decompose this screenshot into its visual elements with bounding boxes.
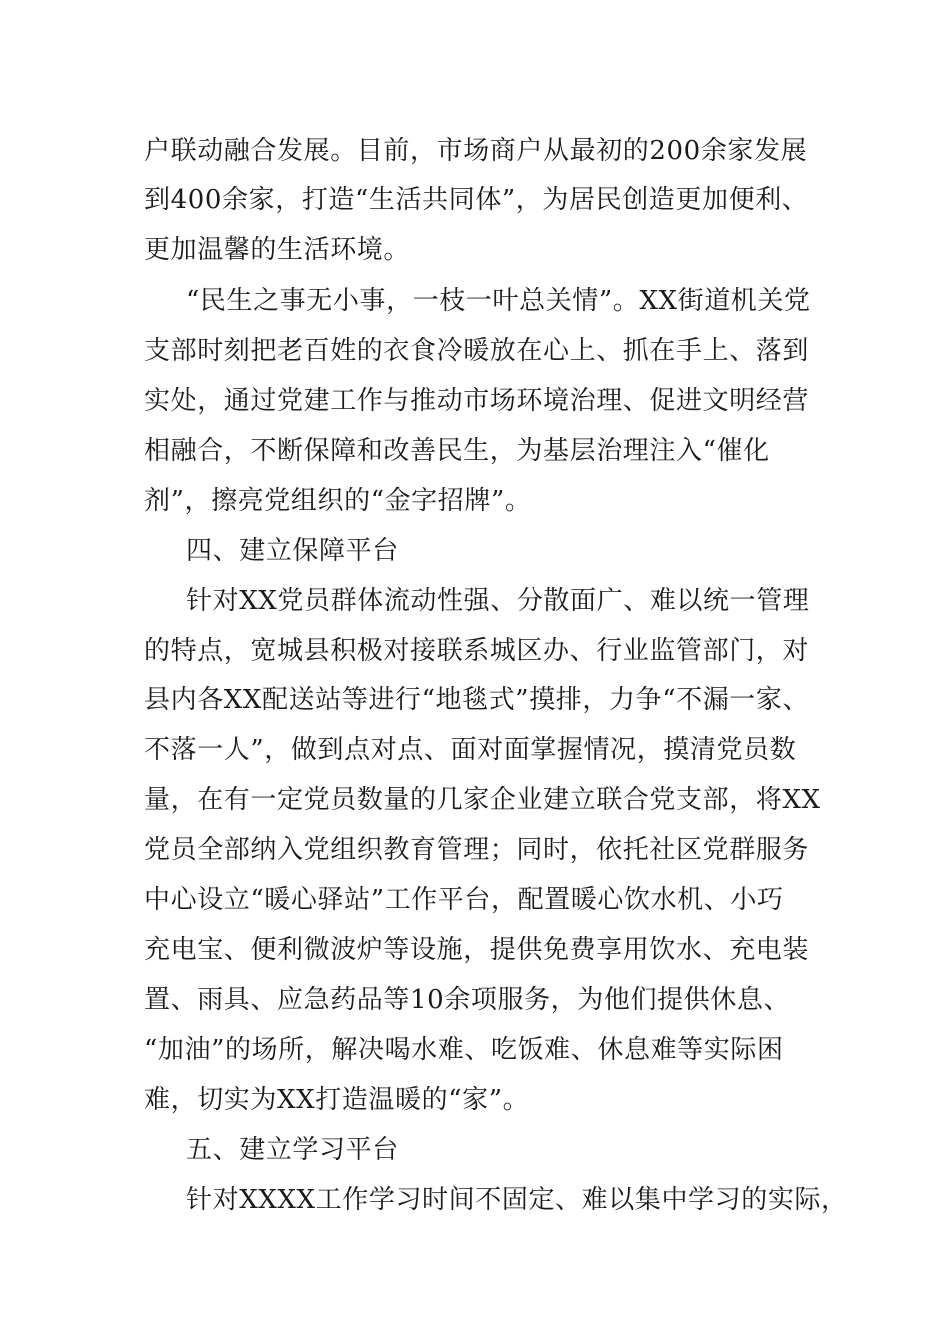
text-line: 更加温馨的生活环境。 [144,235,411,265]
section-heading-5: 五、建立学习平台 [186,1135,399,1165]
text-line: 中心设立“暖心驿站”工作平台，配置暖心饮水机、小巧 [144,885,784,915]
text-line: 难，切实为XX打造温暖的“家”。 [144,1085,530,1115]
text-line: 相融合，不断保障和改善民生，为基层治理注入“催化 [144,436,770,466]
paragraph-start-line: 针对XXXX工作学习时间不固定、难以集中学习的实际， [186,1185,848,1215]
text-line: 到400余家，打造“生活共同体”，为居民创造更加便利、 [144,185,809,215]
paragraph-start-line: 针对XX党员群体流动性强、分散面广、难以统一管理 [186,586,810,616]
text-line: 实处，通过党建工作与推动市场环境治理、促进文明经营 [144,386,810,416]
text-line: 户联动融合发展。目前，市场商户从最初的200余家发展 [144,136,808,166]
paragraph-start-line: “民生之事无小事，一枝一叶总关情”。XX街道机关党 [186,286,811,316]
section-heading-4: 四、建立保障平台 [186,536,399,566]
text-line: 置、雨具、应急药品等10余项服务，为他们提供休息、 [144,985,791,1015]
text-line: 充电宝、便利微波炉等设施，提供免费享用饮水、充电装 [144,935,810,965]
text-line: “加油”的场所，解决喝水难、吃饭难、休息难等实际困 [144,1035,784,1065]
text-line: 党员全部纳入党组织教育管理；同时，依托社区党群服务 [144,835,810,865]
text-line: 支部时刻把老百姓的衣食冷暖放在心上、抓在手上、落到 [144,336,810,366]
text-line: 的特点，宽城县积极对接联系城区办、行业监管部门，对 [144,636,810,666]
text-line: 不落一人”，做到点对点、面对面掌握情况，摸清党员数 [144,735,797,765]
text-line: 量，在有一定党员数量的几家企业建立联合党支部，将XX [144,785,821,815]
text-line: 剂”，擦亮党组织的“金字招牌”。 [144,486,532,516]
text-line: 县内各XX配送站等进行“地毯式”摸排，力争“不漏一家、 [144,685,810,715]
